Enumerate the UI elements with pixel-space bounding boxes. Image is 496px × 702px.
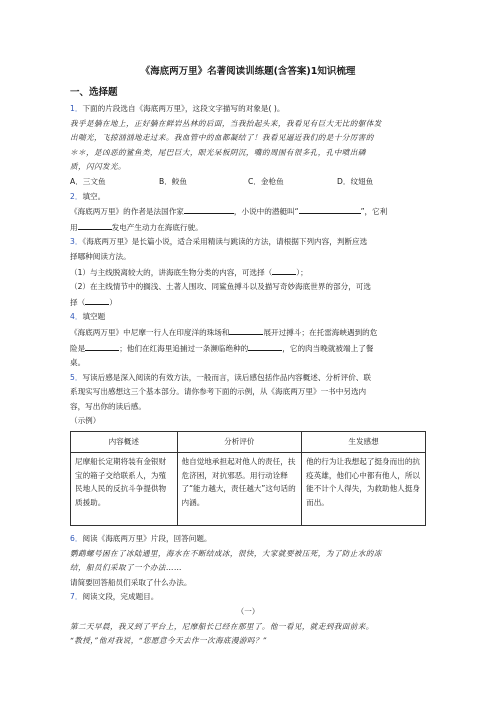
answer-blank[interactable] xyxy=(184,204,234,214)
text: 用 xyxy=(70,222,78,232)
answer-blank[interactable] xyxy=(78,220,112,230)
answer-blank[interactable] xyxy=(299,204,361,214)
text: 《海底两万里》的作者是法国作家 xyxy=(70,207,184,217)
example-table xyxy=(70,431,426,526)
answer-blank[interactable] xyxy=(85,341,119,351)
text: ）； xyxy=(296,267,308,277)
passage-line: 我乎是躺在地上，正好躺在鲜岩丛林的后面，当我抬起头来，我看见有巨大无比的躯体发 xyxy=(70,118,382,128)
question-number: 5． xyxy=(70,372,83,382)
question-stem: 下面的片段选自《海底两万里》，这段文字描写的对象是( )。 xyxy=(82,104,285,113)
table-header-row xyxy=(71,432,426,453)
question-stem: 填空题 xyxy=(82,312,106,322)
question-number: 7． xyxy=(70,592,83,602)
table-cell: 他的行为让我想起了挺身而出的抗疫英雄，他们心中都有他人，所以能不计个人得失，为救助他人挺身而出。 xyxy=(302,453,426,526)
table-header: 分析评价 xyxy=(177,432,302,453)
question-stem: 阅读《海底两万里》片段，回答问题。 xyxy=(82,534,212,544)
text: 险是 xyxy=(70,343,86,353)
table-header: 生发感想 xyxy=(302,432,426,453)
option-c: C．金枪鱼 xyxy=(248,176,284,186)
answer-blank[interactable] xyxy=(272,265,296,275)
option-a: A．三文鱼 xyxy=(70,176,106,186)
fill-line xyxy=(70,341,426,357)
question-4 xyxy=(70,310,426,325)
table-cell: 尼摩船长定期将装有金银财宝的箱子交给联系人，为殖民地人民的反抗斗争提供物质援助。 xyxy=(71,453,178,526)
passage-line: ＊＊，是凶恶的鲨鱼类，尾巴巨大，眼光呆板阴沉，嘴的周围有很多孔，孔中喷出磷 xyxy=(70,147,366,157)
question-stem-cont: 系现实写出感想这三个基本部分。请你参考下面的示例，从《海底两万里》一书中另选内 xyxy=(70,387,367,397)
text: ；他们在红海里追捕过一条濒临绝种的 xyxy=(119,343,249,353)
fill-line xyxy=(70,204,426,220)
option-b: B．鲛鱼 xyxy=(159,176,187,186)
passage-line: 出喘光，飞掠汹汹地走过来。我血管中的血都凝结了！我看见逼近我们的是十分厉害的 xyxy=(70,133,374,143)
question-stem: 写读后感是深入阅读的有效方法，一般而言，读后感包括作品内容概述、分析评价、联 xyxy=(82,372,371,382)
question-number: 2． xyxy=(70,191,83,201)
answer-blank[interactable] xyxy=(85,295,109,305)
question-5 xyxy=(70,371,426,386)
fill-line xyxy=(70,325,426,341)
question-number: 3． xyxy=(70,237,83,247)
passage-line: 第二天早晨，我又到了平台上，尼摩船长已经在那里了。他一看见，就走到我面前来。 xyxy=(70,621,374,631)
text: 《海底两万里》中尼摩一行人在印度洋的珠场和 xyxy=(70,327,230,337)
question-6 xyxy=(70,532,426,547)
question-stem: 《海底两万里》是长篇小说，适合采用精读与跳读的方法，请根据下列内容，判断应选 xyxy=(82,237,368,247)
question-3 xyxy=(70,235,426,250)
text: ） xyxy=(109,297,117,307)
question-7 xyxy=(70,590,426,605)
text: （1）与主线脱离较大的，讲海底生物分类的内容，可选择（ xyxy=(70,267,273,277)
document-content xyxy=(70,84,426,649)
table-cell: 他自觉地承担起对他人的责任，扶危济困，对抗邪恶。用行动诠释了“能力越大，责任越大”这句话的内涵。 xyxy=(177,453,302,526)
answer-options xyxy=(70,175,426,190)
page-title: 《海底两万里》名著阅读训练题(含答案)1知识梳理 xyxy=(140,66,356,77)
question-number: 4． xyxy=(70,312,83,322)
sub-question-2: （2）在主线情节中的搁浅、土著人围攻、同鲨鱼搏斗以及描写奇妙海底世界的部分，可选 xyxy=(70,282,371,292)
question-2 xyxy=(70,190,426,205)
text: 展开过搏斗；在托雷海峡遇到的危 xyxy=(263,327,378,337)
question-stem: 填空。 xyxy=(82,191,106,201)
passage-line: “教授，”他对我说，“您愿意今天去作一次海底漫游吗？” xyxy=(70,636,268,646)
example-label: （示例） xyxy=(70,416,101,426)
question-stem-cont: 择哪种阅读方法。 xyxy=(70,251,131,261)
question-number: 1． xyxy=(70,104,83,113)
fill-line xyxy=(70,220,426,236)
question-1 xyxy=(70,102,426,117)
part-label: （一） xyxy=(236,607,260,617)
question-ask: 请简要回答船员们采取了什么办法。 xyxy=(70,577,192,587)
answer-blank[interactable] xyxy=(248,341,282,351)
sub-question-1 xyxy=(70,265,426,281)
section-heading: 一、选择题 xyxy=(70,87,118,98)
table-row xyxy=(71,453,426,526)
passage-line: 结，船员们采取了一个办法…… xyxy=(70,563,182,573)
text: ，小说中的潜艇叫“ xyxy=(233,207,299,217)
question-stem: 阅读文段，完成题目。 xyxy=(82,592,159,602)
passage-line: 鹦鹉螺号困在了冰陆通里，海水在不断结成冰，很快，大家就要被压死，为了防止水的冻 xyxy=(70,548,382,558)
option-d: D．纹翅鱼 xyxy=(337,176,374,186)
text: ”，它利 xyxy=(360,207,388,217)
passage-line: 质，闪闪发光。 xyxy=(70,162,126,172)
text: 发电产生动力在海底行驶。 xyxy=(111,222,203,232)
text: 择（ xyxy=(70,297,86,307)
sub-question-2-cont xyxy=(70,295,426,311)
table-header: 内容概述 xyxy=(71,432,178,453)
question-number: 6． xyxy=(70,534,83,544)
question-stem-cont: 容，写出你的读后感。 xyxy=(70,401,146,411)
fill-line: 桌。 xyxy=(70,358,86,368)
text: ，它的肉当晚就被端上了餐 xyxy=(282,343,374,353)
answer-blank[interactable] xyxy=(229,325,263,335)
